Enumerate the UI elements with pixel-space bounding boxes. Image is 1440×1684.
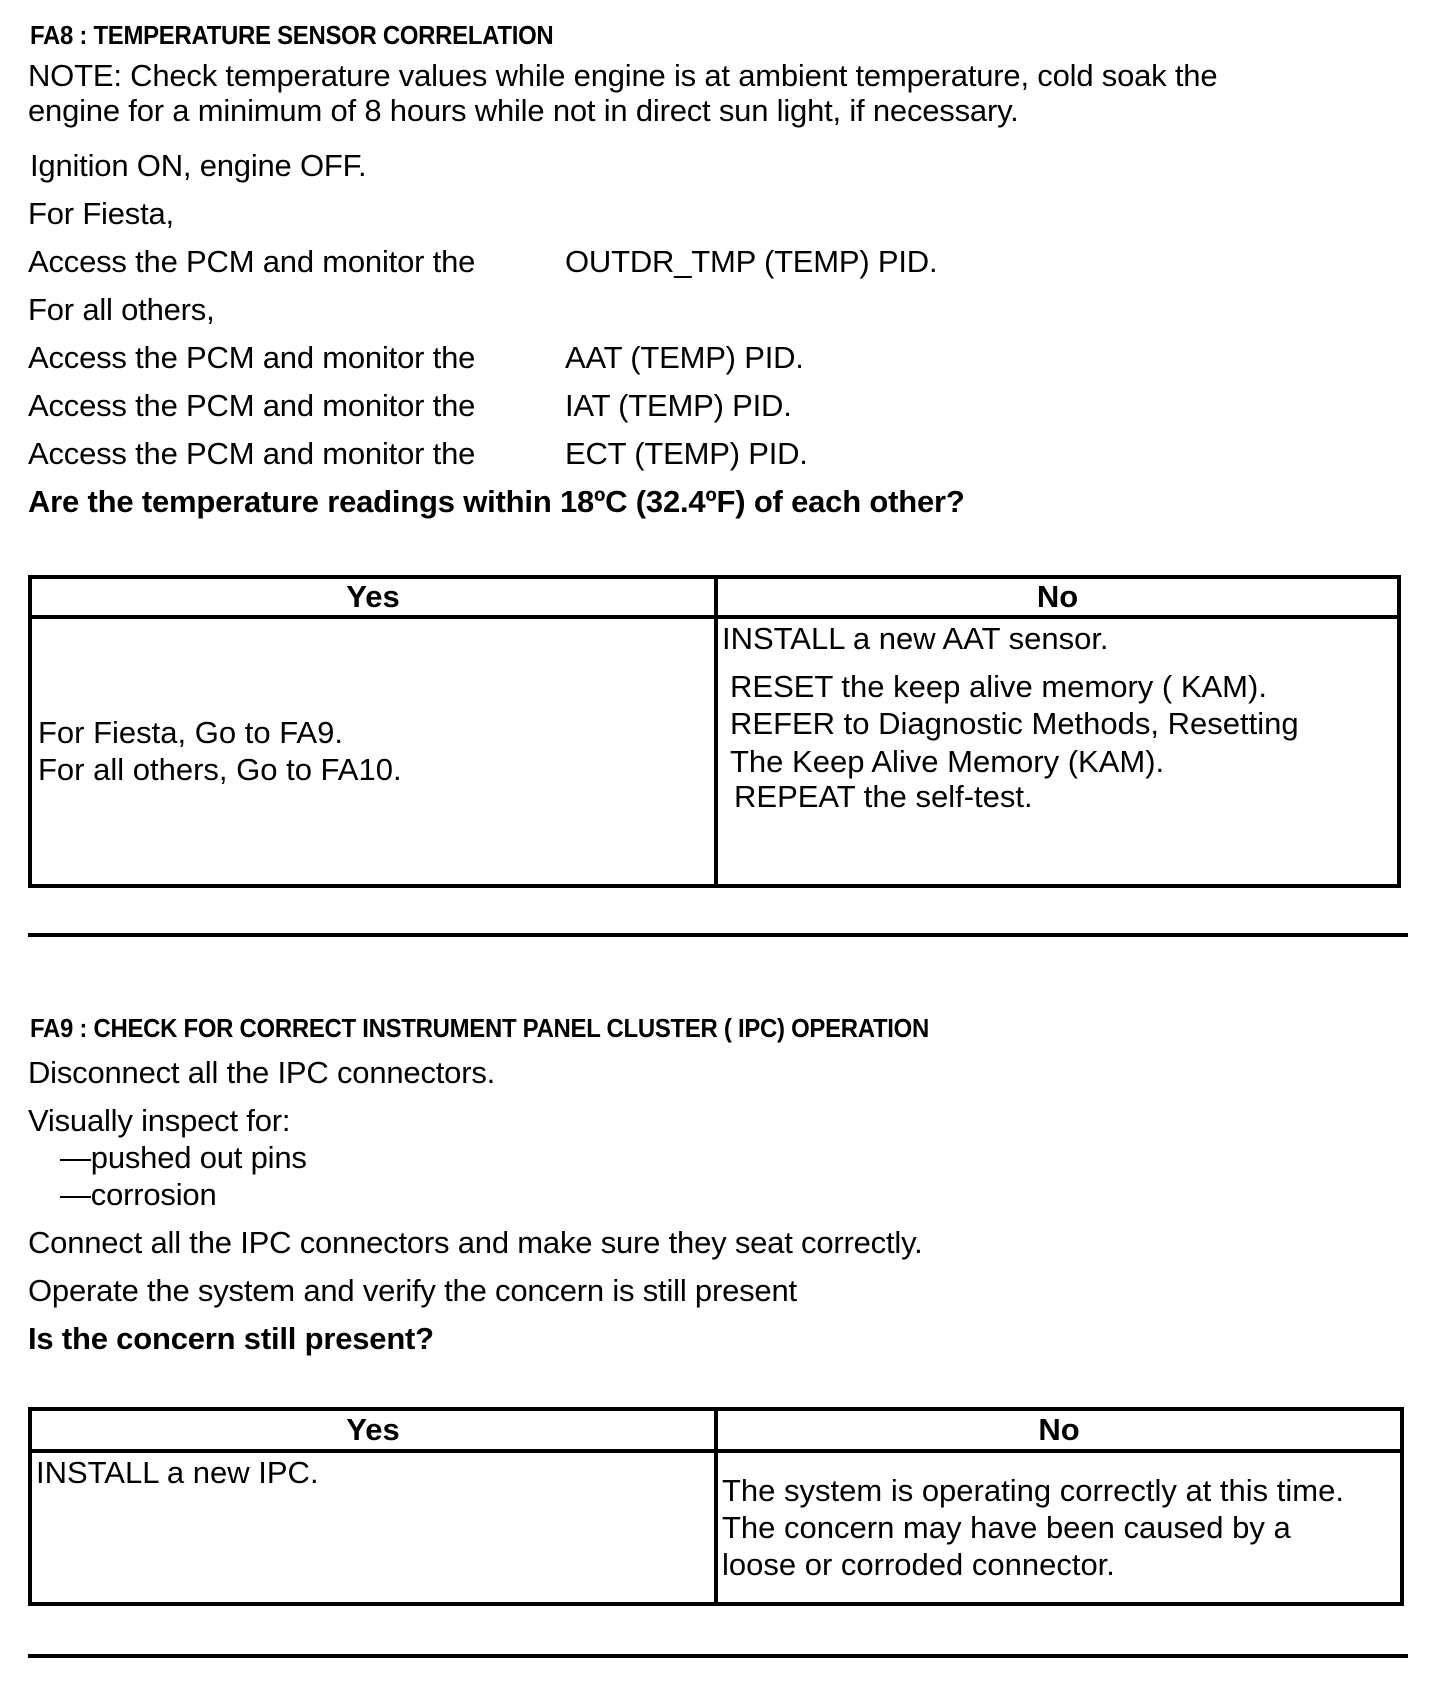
monitor-pid: AAT (TEMP) PID. <box>565 340 804 375</box>
monitor-step <box>28 340 1328 376</box>
monitor-step <box>28 436 1328 472</box>
no-header: No <box>716 1409 1402 1451</box>
section-divider <box>28 933 1408 937</box>
yes-line: INSTALL a new IPC. <box>36 1455 319 1490</box>
no-line: The Keep Alive Memory (KAM). <box>730 744 1165 779</box>
monitor-pid: IAT (TEMP) PID. <box>565 388 792 423</box>
step-ignition: Ignition ON, engine OFF. <box>30 148 367 183</box>
monitor-prefix: Access the PCM and monitor the <box>28 340 476 375</box>
note-line-2: engine for a minimum of 8 hours while not in direct sun light, if necessary. <box>28 93 1019 128</box>
step-connect: Connect all the IPC connectors and make sure they seat correctly. <box>28 1225 923 1260</box>
yes-header: Yes <box>30 1409 716 1451</box>
yes-line: For Fiesta, Go to FA9. <box>38 715 343 750</box>
decision-table <box>28 575 1401 888</box>
yes-cell <box>30 1451 716 1604</box>
monitor-prefix: Access the PCM and monitor the <box>28 388 476 423</box>
section-heading: FA9 : CHECK FOR CORRECT INSTRUMENT PANEL CLUSTER ( IPC) OPERATION <box>30 1013 930 1043</box>
monitor-pid: OUTDR_TMP (TEMP) PID. <box>565 244 938 279</box>
no-cell <box>716 1451 1402 1604</box>
section-heading: FA8 : TEMPERATURE SENSOR CORRELATION <box>30 20 554 50</box>
no-line: REFER to Diagnostic Methods, Resetting <box>730 706 1299 741</box>
decision-table <box>28 1407 1404 1606</box>
yes-header: Yes <box>30 577 716 617</box>
note-line-1: NOTE: Check temperature values while engine is at ambient temperature, cold soak the <box>28 58 1218 93</box>
no-line: The system is operating correctly at this time. <box>722 1473 1344 1508</box>
monitor-step <box>28 244 1328 280</box>
no-header: No <box>716 577 1399 617</box>
inspect-item: —corrosion <box>60 1177 217 1212</box>
monitor-prefix: Access the PCM and monitor the <box>28 244 476 279</box>
yes-cell <box>30 617 716 886</box>
no-line: RESET the keep alive memory ( KAM). <box>730 669 1267 704</box>
decision-question: Is the concern still present? <box>28 1321 434 1356</box>
step-disconnect: Disconnect all the IPC connectors. <box>28 1055 496 1090</box>
monitor-prefix: Access the PCM and monitor the <box>28 436 476 471</box>
step-for-fiesta: For Fiesta, <box>28 196 174 231</box>
section-divider <box>28 1654 1408 1658</box>
inspect-item: —pushed out pins <box>60 1140 307 1175</box>
decision-question: Are the temperature readings within 18ºC (32.4ºF) of each other? <box>28 484 965 519</box>
no-cell <box>716 617 1399 886</box>
no-line: loose or corroded connector. <box>722 1547 1115 1582</box>
step-operate: Operate the system and verify the concern is still present <box>28 1273 797 1308</box>
no-line: INSTALL a new AAT sensor. <box>722 621 1109 656</box>
monitor-step <box>28 388 1328 424</box>
step-for-all-others: For all others, <box>28 292 215 327</box>
monitor-pid: ECT (TEMP) PID. <box>565 436 808 471</box>
no-line: The concern may have been caused by a <box>722 1510 1291 1545</box>
no-line: REPEAT the self-test. <box>734 779 1033 814</box>
step-visually-inspect: Visually inspect for: <box>28 1103 291 1138</box>
yes-line: For all others, Go to FA10. <box>38 752 402 787</box>
